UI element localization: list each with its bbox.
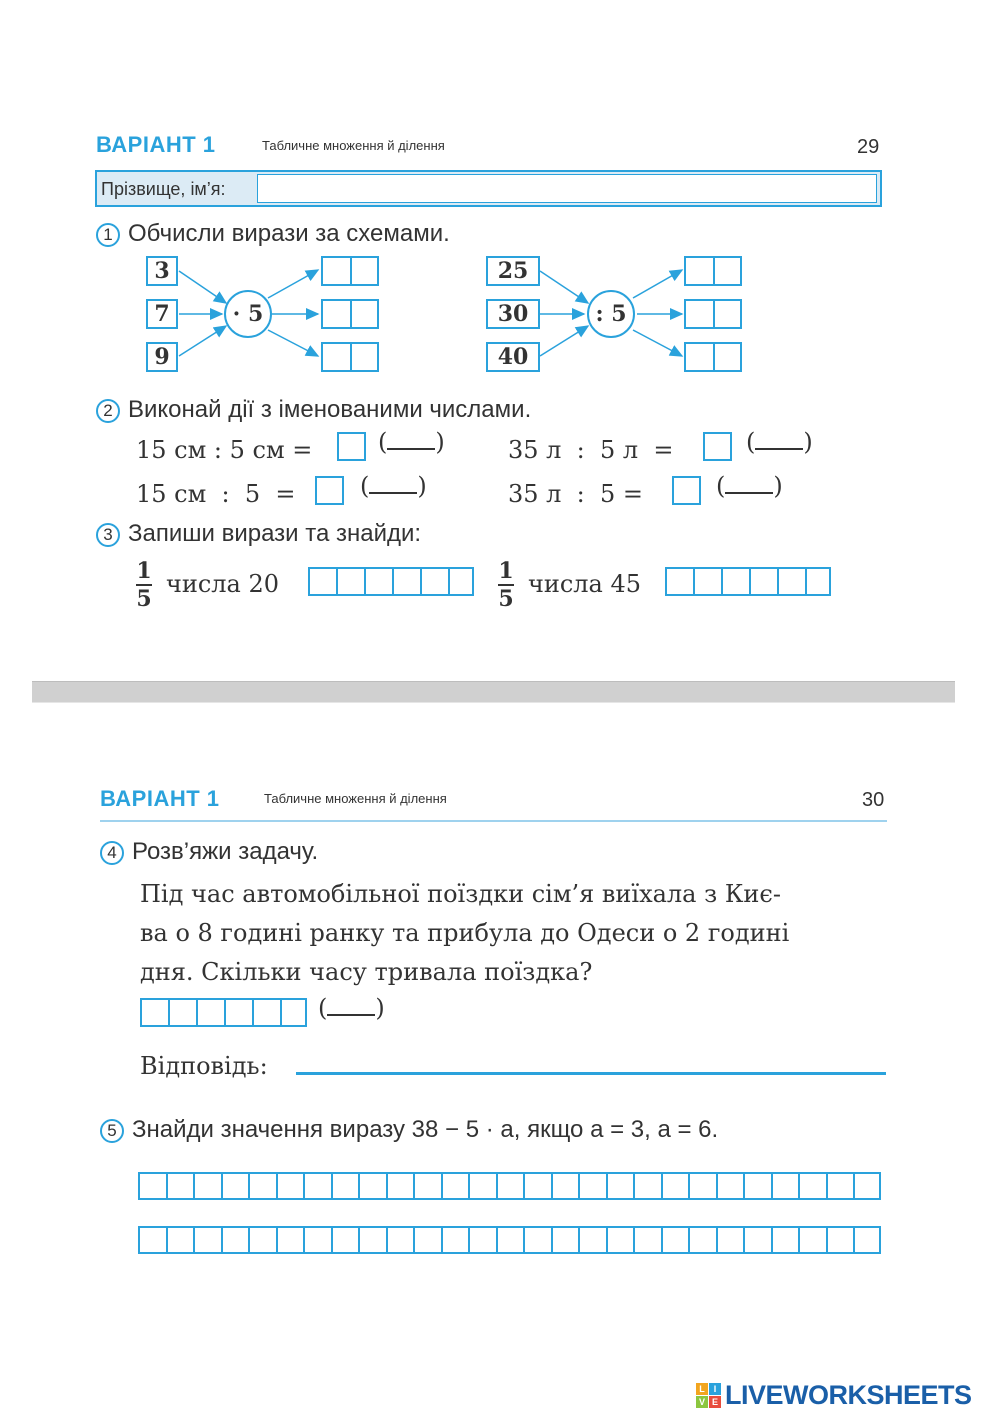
name-label: Прізвище, ім’я: [101,179,226,199]
grid-cell[interactable] [276,1226,304,1254]
expression-15cm-5: 15 см : 5 = [136,480,296,508]
answer-line[interactable] [296,1072,886,1075]
grid-cell[interactable] [551,1226,579,1254]
grid-cell[interactable] [386,1172,414,1200]
grid-cell[interactable] [606,1172,634,1200]
grid-cell[interactable] [496,1172,524,1200]
arrow-line [268,330,318,356]
liveworksheets-text: LIVEWORKSHEETS [725,1380,972,1410]
answer-cells[interactable] [684,299,742,329]
grid-cell[interactable] [826,1226,854,1254]
variant-title-p1: ВАРІАНТ 1 [96,132,216,157]
scheme-input-3: 3 [146,256,178,286]
grid-cell[interactable] [248,1226,276,1254]
arrow-line [540,326,588,356]
grid-cell[interactable] [276,1172,304,1200]
grid-cell[interactable] [386,1226,414,1254]
grid-cell[interactable] [468,1172,496,1200]
grid-cell[interactable] [853,1172,881,1200]
expression-35l-5: 35 л : 5 = [508,480,644,508]
answer-cells[interactable] [308,567,474,596]
text-of-20: числа 20 [166,570,280,598]
grid-cell[interactable] [331,1172,359,1200]
task4-heading [100,838,318,866]
task2-heading [96,396,531,424]
header-rule [100,820,887,822]
grid-cell[interactable] [578,1172,606,1200]
answer-cells[interactable] [684,342,742,372]
arrow-line [179,326,226,356]
task-number-4: 4 [100,841,124,865]
page-number-29: 29 [857,136,880,158]
grid-cell[interactable] [358,1226,386,1254]
unit-parens: ( ) [378,428,445,456]
grid-cell[interactable] [413,1172,441,1200]
fraction-one-fifth: 1 5 [498,558,514,612]
unit-parens: ( ) [360,472,427,500]
fraction-one-fifth: 1 5 [136,558,152,612]
grid-cell[interactable] [771,1172,799,1200]
grid-cell[interactable] [468,1226,496,1254]
answer-cells[interactable] [140,998,307,1027]
arrow-line [633,270,682,298]
topic-subtitle-p2: Табличне множення й ділення [264,791,447,806]
grid-cell[interactable] [221,1226,249,1254]
grid-cell[interactable] [743,1226,771,1254]
answer-cells[interactable] [321,342,379,372]
grid-cell[interactable] [496,1226,524,1254]
grid-cell[interactable] [303,1226,331,1254]
grid-cell[interactable] [633,1172,661,1200]
grid-cell[interactable] [303,1172,331,1200]
answer-label: Відповідь: [140,1052,268,1080]
task3-heading [96,520,421,548]
grid-cell[interactable] [193,1172,221,1200]
task4-title: Розв’яжи задачу. [132,838,319,865]
arrow-line [633,330,682,356]
answer-box[interactable] [703,432,732,461]
grid-cell[interactable] [331,1226,359,1254]
task5-heading [100,1116,718,1144]
arrow-line [540,271,588,303]
grid-cell[interactable] [606,1226,634,1254]
grid-cell[interactable] [358,1172,386,1200]
grid-cell[interactable] [166,1226,194,1254]
task2-title: Виконай дії з іменованими числами. [128,396,532,423]
variant-title-p2: ВАРІАНТ 1 [100,786,220,811]
grid-cell[interactable] [798,1172,826,1200]
operator-multiply-5: · 5 [224,290,272,338]
scheme-input-30: 30 [486,299,540,329]
grid-cell[interactable] [138,1172,166,1200]
grid-cell[interactable] [633,1226,661,1254]
grid-cell[interactable] [853,1226,881,1254]
grid-cell[interactable] [248,1172,276,1200]
text-of-45: числа 45 [528,570,642,598]
task-number-5: 5 [100,1119,124,1143]
liveworksheets-logo-icon: L I V E [696,1383,721,1408]
scheme-input-7: 7 [146,299,178,329]
grid-cell[interactable] [743,1172,771,1200]
task-number-1: 1 [96,223,120,247]
grid-cell[interactable] [221,1172,249,1200]
grid-cell[interactable] [441,1226,469,1254]
problem-line-2: ва о 8 годині ранку та прибула до Одеси о 2 годині [140,919,790,947]
grid-cell[interactable] [826,1172,854,1200]
answer-cells[interactable] [684,256,742,286]
answer-grid-row-2[interactable] [138,1226,881,1254]
answer-cells[interactable] [321,256,379,286]
grid-cell[interactable] [551,1172,579,1200]
answer-box[interactable] [337,432,366,461]
page-divider [32,681,955,703]
task1-title: Обчисли вирази за схемами. [128,220,450,247]
arrow-line [179,271,226,303]
grid-cell[interactable] [441,1172,469,1200]
grid-cell[interactable] [578,1226,606,1254]
grid-cell[interactable] [193,1226,221,1254]
liveworksheets-watermark [696,1380,972,1411]
expression-15cm-5cm: 15 см : 5 см = [136,436,313,464]
answer-box[interactable] [672,476,701,505]
grid-cell[interactable] [716,1172,744,1200]
page-number-30: 30 [862,789,885,811]
grid-cell[interactable] [138,1226,166,1254]
unit-parens: ( ) [318,994,385,1022]
scheme-input-25: 25 [486,256,540,286]
task3-title: Запиши вирази та знайди: [128,520,422,547]
task5-title: Знайди значення виразу 38 − 5 · a, якщо a = 3, a = 6. [132,1116,719,1143]
scheme-input-40: 40 [486,342,540,372]
grid-cell[interactable] [688,1172,716,1200]
grid-cell[interactable] [688,1226,716,1254]
task-number-2: 2 [96,399,120,423]
grid-cell[interactable] [771,1226,799,1254]
unit-parens: ( ) [746,428,813,456]
operator-divide-5: : 5 [587,290,635,338]
grid-cell[interactable] [661,1226,689,1254]
problem-line-1: Під час автомобільної поїздки сім’я виїхала з Киє- [140,880,781,908]
grid-cell[interactable] [661,1172,689,1200]
problem-line-3: дня. Скільки часу тривала поїздка? [140,958,593,986]
problem-text [140,875,885,992]
unit-parens: ( ) [716,472,783,500]
scheme-input-9: 9 [146,342,178,372]
task-number-3: 3 [96,523,120,547]
grid-cell[interactable] [716,1226,744,1254]
expression-35l-5l: 35 л : 5 л = [508,436,674,464]
answer-box[interactable] [315,476,344,505]
arrow-line [268,270,318,298]
answer-grid-row-1[interactable] [138,1172,881,1200]
grid-cell[interactable] [523,1172,551,1200]
topic-subtitle-p1: Табличне множення й ділення [262,138,445,153]
grid-cell[interactable] [166,1172,194,1200]
answer-cells[interactable] [665,567,831,596]
grid-cell[interactable] [523,1226,551,1254]
grid-cell[interactable] [413,1226,441,1254]
answer-cells[interactable] [321,299,379,329]
grid-cell[interactable] [798,1226,826,1254]
